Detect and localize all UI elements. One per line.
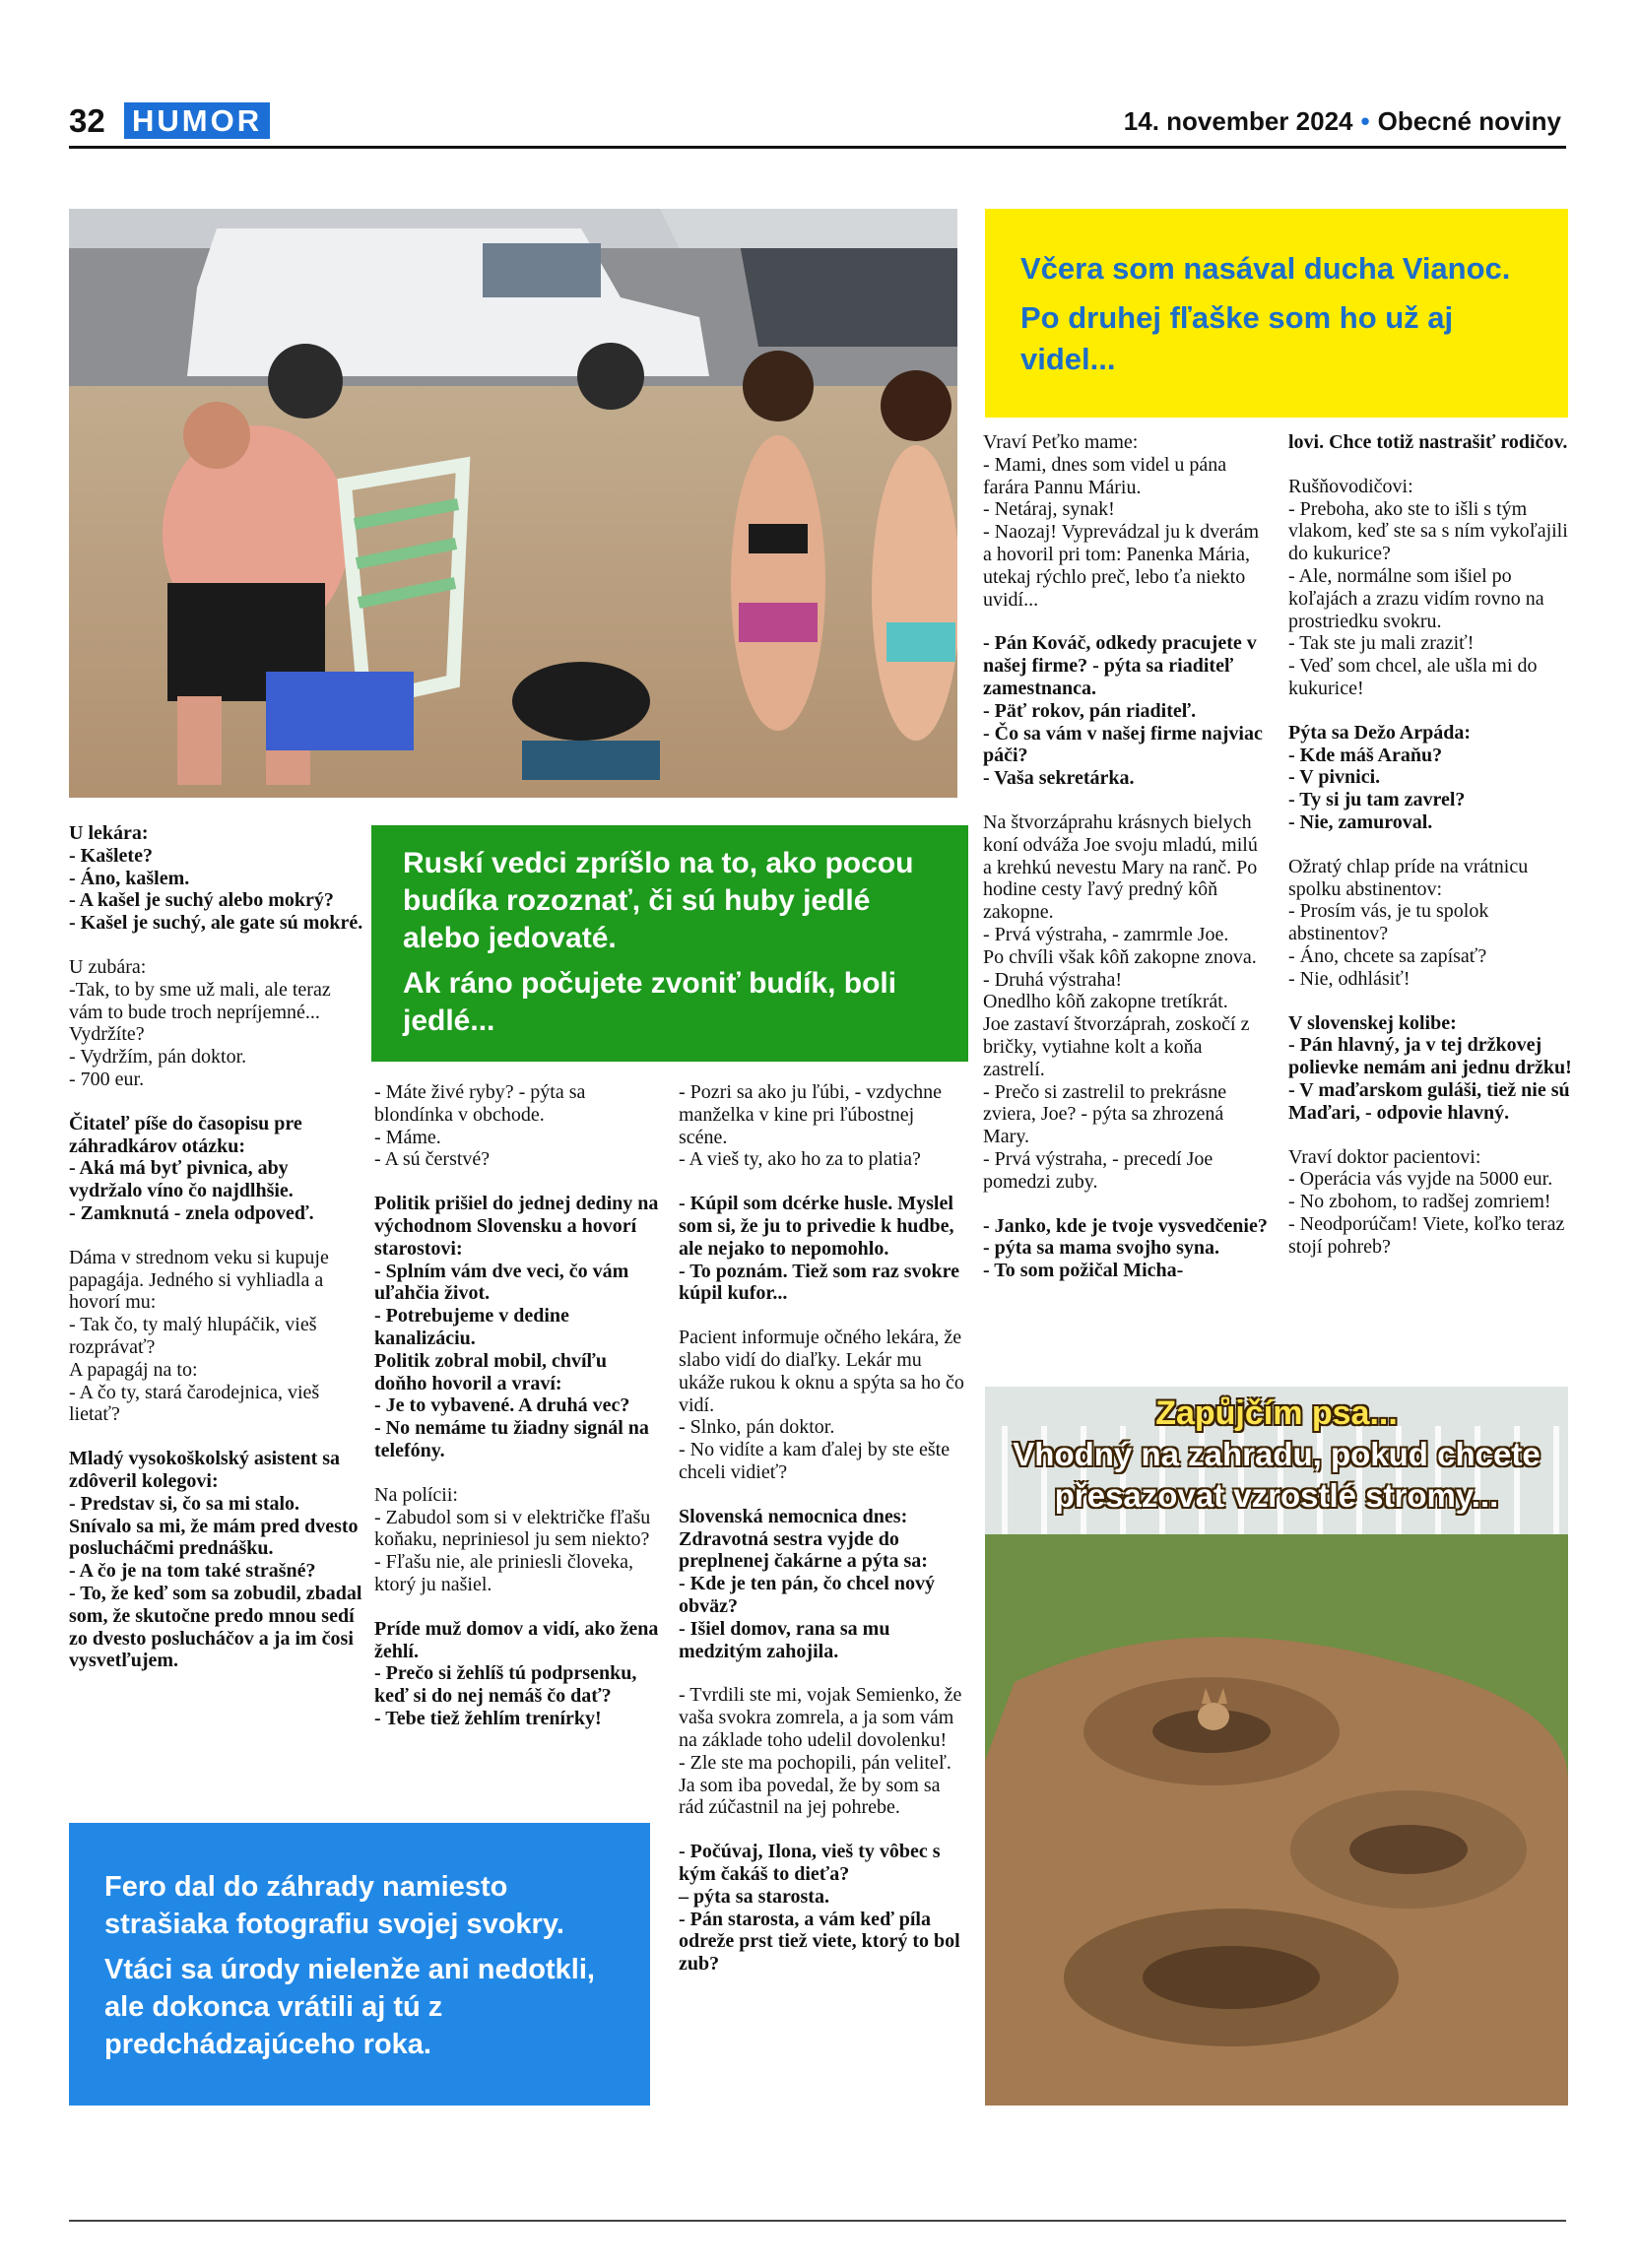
joke <box>679 1841 964 1976</box>
joke-line: - Neodporúčam! Viete, koľko teraz stojí pohreb? <box>1288 1212 1565 1258</box>
joke-line: - A vieš ty, ako ho za to platia? <box>679 1148 921 1171</box>
joke-line: Onedlho kôň zakopne tretíkrát. <box>983 991 1228 1013</box>
caption-line: Vhodný na zahradu, pokud chcete <box>1013 1436 1541 1472</box>
joke-line: - Máte živé ryby? - pýta sa blondínka v obchode. <box>374 1081 586 1126</box>
joke-heading: V slovenskej kolibe: <box>1288 1011 1457 1034</box>
joke-line: - A sú čerstvé? <box>374 1148 491 1171</box>
joke-line: - Kašlete? <box>69 844 153 867</box>
joke-line: - Pán starosta, a vám keď píla odreže prst tiež viete, ktorý to bol zub? <box>679 1908 960 1976</box>
header-rule <box>69 146 1566 149</box>
joke-line: - V maďarskom guláši, tiež nie sú Maďari, - odpovie hlavný. <box>1288 1078 1570 1124</box>
joke-line: - Zle ste ma pochopili, pán veliteľ. Ja som iba povedal, že by som sa rád zúčastnil na jej pohrebe. <box>679 1751 951 1819</box>
joke-line: Zdravotná sestra vyjde do preplnenej čakárne a pýta sa: <box>679 1527 928 1573</box>
joke-heading: U zubára: <box>69 955 147 978</box>
joke-box-yellow <box>985 209 1568 418</box>
joke-box-line: Včera som nasával ducha Vianoc. <box>1020 251 1511 286</box>
joke-heading: Vraví doktor pacientovi: <box>1288 1145 1481 1168</box>
joke-line: - Splním vám dve veci, čo vám uľahčia život. <box>374 1260 629 1305</box>
joke-line: – pýta sa starosta. <box>679 1885 829 1908</box>
joke-line: - Nie, odhlásiť! <box>1288 967 1410 990</box>
joke <box>983 1215 1269 1282</box>
joke-line: - Fľašu nie, ale priniesli človeka, ktorý ju našiel. <box>374 1551 634 1595</box>
joke-line: - To poznám. Tiež som raz svokre kúpil kufor... <box>679 1260 960 1305</box>
joke-line: lovi. Chce totiž nastrašiť rodičov. <box>1288 431 1568 453</box>
joke-line: - Čo sa vám v našej firme najviac páči? <box>983 722 1263 767</box>
page-number: 32 <box>69 102 105 139</box>
joke-heading: Pýta sa Dežo Arpáda: <box>1288 721 1471 744</box>
joke <box>374 1193 660 1462</box>
jokes-column-2 <box>374 1081 660 1752</box>
dog-digging-photo <box>985 1387 1568 2106</box>
joke <box>69 956 364 1091</box>
section-label: HUMOR <box>124 102 270 139</box>
joke-box-line: Fero dal do záhrady namiesto strašiaka fotografiu svojej svokry. <box>104 1871 564 1940</box>
joke-line: - V pivnici. <box>1288 766 1381 789</box>
joke-line: - Kde je ten pán, čo chcel nový obväz? <box>679 1573 935 1617</box>
joke <box>69 822 364 935</box>
joke-line: - Operácia vás vyjde na 5000 eur. <box>1288 1168 1553 1191</box>
publication-name: Obecné noviny <box>1377 106 1561 136</box>
joke-line: - Preboha, ako ste to išli s tým vlakom, keď ste sa s ním vykoľajili do kukurice? <box>1288 497 1568 565</box>
joke-line: - A kašel je suchý alebo mokrý? <box>69 889 334 912</box>
joke <box>983 431 1269 611</box>
joke-line: - Prvá výstraha, - zamrmle Joe. <box>983 923 1229 945</box>
joke <box>679 1193 964 1305</box>
joke-line: - A čo je na tom také strašné? <box>69 1560 316 1583</box>
joke-line: - Druhá výstraha! <box>983 968 1123 991</box>
joke-line: - No vidíte a kam ďalej by ste ešte chceli vidieť? <box>679 1439 951 1483</box>
joke-line: - Kúpil som dcérke husle. Myslel som si, že ju to privedie k hudbe, ale nejako to nepomohlo. <box>679 1193 954 1260</box>
joke-line: - A čo ty, stará čarodejnica, vieš lietať? <box>69 1381 320 1426</box>
joke <box>983 811 1269 1194</box>
joke-heading: Vraví Peťko mame: <box>983 431 1139 453</box>
joke-line: - Potrebujeme v dedine kanalizáciu. <box>374 1305 569 1349</box>
joke-heading: Mladý vysokoškolský asistent sa zdôveril kolegovi: <box>69 1448 341 1492</box>
dog-photo-caption <box>985 1393 1568 1517</box>
joke-line: - Kde máš Araňu? <box>1288 744 1443 766</box>
joke-line: - Slnko, pán doktor. <box>679 1416 835 1439</box>
joke-heading: U lekára: <box>69 822 149 844</box>
joke-heading: Pacient informuje očného lekára, že slabo vidí do diaľky. Lekár mu ukáže rukou k oknu a spýta sa ho čo vidí. <box>679 1327 964 1416</box>
footer-rule <box>69 2220 1566 2222</box>
joke-line: - Veď som chcel, ale ušla mi do kukurice! <box>1288 655 1538 699</box>
joke-line: A papagáj na to: <box>69 1358 198 1381</box>
joke-line: - Mami, dnes som videl u pána farára Pannu Máriu. <box>983 453 1227 498</box>
joke-heading: Čitateľ píše do časopisu pre záhradkárov otázku: <box>69 1112 302 1157</box>
joke-heading: Dáma v strednom veku si kupuje papagája. Jedného si vyhliadla a hovorí mu: <box>69 1246 329 1314</box>
joke <box>69 1448 364 1672</box>
joke <box>1288 1146 1574 1259</box>
joke-box-blue <box>69 1823 650 2106</box>
separator-dot: • <box>1360 106 1370 136</box>
joke-line: - Počúvaj, Ilona, vieš ty vôbec s kým čakáš to dieťa? <box>679 1841 941 1885</box>
joke <box>983 632 1269 790</box>
joke <box>69 1113 364 1225</box>
joke-line: - Ale, normálne som išiel po koľajách a zrazu vidím rovno na prostriedku svokru. <box>1288 564 1544 632</box>
joke-line: - Pán hlavný, ja v tej držkovej polievke nemám ani jednu držku! <box>1288 1034 1572 1079</box>
joke-line: - No zbohom, to radšej zomriem! <box>1288 1191 1551 1213</box>
joke-heading: Slovenská nemocnica dnes: <box>679 1505 908 1527</box>
joke-line: - Prečo si zastrelil to prekrásne zviera, Joe? - pýta sa zhrozená Mary. <box>983 1080 1227 1148</box>
joke-line: Politik zobral mobil, chvíľu doňho hovoril a vraví: <box>374 1349 608 1394</box>
joke-heading: Ožratý chlap príde na vrátnicu spolku abstinentov: <box>1288 855 1529 900</box>
beach-photo <box>69 209 957 798</box>
joke-line: - Vydržím, pán doktor. <box>69 1046 247 1069</box>
joke-line: - Pán Kováč, odkedy pracujete v našej firme? - pýta sa riaditeľ zamestnanca. <box>983 632 1257 699</box>
joke-line: - Prečo si žehlíš tú podprsenku, keď si do nej nemáš čo dať? <box>374 1662 637 1708</box>
joke-line: - Prvá výstraha, - precedí Joe pomedzi zuby. <box>983 1147 1214 1193</box>
joke-line: - Máme. <box>374 1126 441 1148</box>
joke-line: - Tebe tiež žehlím trenírky! <box>374 1707 602 1729</box>
joke-line: - Predstav si, čo sa mi stalo. Snívalo sa mi, že mám pred dvesto poslucháčmi prednášku. <box>69 1492 359 1560</box>
joke <box>374 1618 660 1730</box>
joke <box>1288 1012 1574 1125</box>
joke-heading: Politik prišiel do jednej dediny na východnom Slovensku a hovorí starostovi: <box>374 1193 659 1260</box>
joke-box-green <box>371 825 968 1062</box>
joke-line: Po chvíli však kôň zakopne znova. <box>983 945 1257 968</box>
issue-date: 14. november 2024 <box>1123 106 1353 136</box>
joke-box-line: Ruskí vedci zpríšlo na to, ako pocou budíka rozoznať, či sú huby jedlé alebo jedovaté. <box>403 847 914 954</box>
joke-line: - To som požičal Micha- <box>983 1260 1184 1282</box>
joke <box>679 1081 964 1171</box>
joke-box-line: Ak ráno počujete zvoniť budík, boli jedlé... <box>403 967 897 1037</box>
joke <box>1288 856 1574 991</box>
joke-line: - Tak čo, ty malý hlupáčik, vieš rozprávať? <box>69 1314 317 1358</box>
joke-box-line: Po druhej fľaške som ho už aj videl... <box>1020 300 1454 376</box>
joke <box>374 1081 660 1171</box>
joke-line: - Nie, zamuroval. <box>1288 810 1433 833</box>
joke-line: - Tak ste ju mali zraziť! <box>1288 632 1475 655</box>
joke-line: - Vaša sekretárka. <box>983 767 1135 790</box>
joke-line: - Ty si ju tam zavrel? <box>1288 789 1466 811</box>
joke <box>69 1247 364 1426</box>
joke-line: - Naozaj! Vyprevádzal ju k dverám a hovoril pri tom: Panenka Mária, utekaj rýchlo preč, lebo ťa niekto uvidí... <box>983 521 1260 611</box>
joke-line: - Prosím vás, je tu spolok abstinentov? <box>1288 900 1489 945</box>
joke-line: - Netáraj, synak! <box>983 498 1115 521</box>
caption-line: Zapůjčím psa... <box>1155 1394 1398 1432</box>
joke-line: - Zabudol som si v električke fľašu koňaku, nepriniesol ju sem niekto? <box>374 1506 651 1551</box>
joke <box>1288 431 1574 454</box>
caption-line: přesazovat vzrostlé stromy... <box>1054 1477 1499 1514</box>
joke-heading: Na polícii: <box>374 1483 458 1506</box>
joke-line: Joe zastaví štvorzáprah, zoskočí z bričky, vytiahne kolt a koňa zastrelí. <box>983 1013 1250 1080</box>
joke-line: - 700 eur. <box>69 1068 145 1090</box>
joke <box>679 1327 964 1484</box>
joke-heading: Na štvorzáprahu krásnych bielych koní odváža Joe svoju mladú, milú a krehkú nevestu Mary na ranč. Po hodine cesty ľavý predný kôň zakopne. <box>983 810 1258 924</box>
joke <box>679 1684 964 1819</box>
joke-line: -Tak, to by sme už mali, ale teraz vám to bude troch nepríjemné... Vydržíte? <box>69 978 331 1046</box>
joke-line: - Päť rokov, pán riaditeľ. <box>983 699 1197 722</box>
joke-line: - No nemáme tu žiadny signál na telefóny. <box>374 1417 649 1461</box>
joke-line: - Išiel domov, rana sa mu medzitým zahojila. <box>679 1617 890 1662</box>
joke-line: - Áno, chcete sa zapísať? <box>1288 944 1487 967</box>
header-dateline <box>1124 106 1561 137</box>
joke <box>1288 722 1574 834</box>
joke-line: - Janko, kde je tvoje vysvedčenie? - pýta sa mama svojho syna. <box>983 1214 1268 1260</box>
joke <box>1288 476 1574 700</box>
jokes-column-1 <box>69 822 364 1694</box>
joke <box>679 1506 964 1663</box>
joke-line: - Kašel je suchý, ale gate sú mokré. <box>69 912 363 935</box>
joke-line: - Pozri sa ako ju ľúbi, - vzdychne manželka v kine pri ľúbostnej scéne. <box>679 1081 942 1148</box>
joke-heading: Rušňovodičovi: <box>1288 475 1413 497</box>
joke-line: - Tvrdili ste mi, vojak Semienko, že vaša svokra zomrela, a ja som vám na základe toho udelil dovolenku! <box>679 1684 962 1751</box>
jokes-column-3 <box>679 1081 964 1997</box>
joke-line: - Je to vybavené. A druhá vec? <box>374 1394 630 1417</box>
joke-line: - Áno, kašlem. <box>69 867 190 889</box>
jokes-column-5 <box>1288 431 1574 1280</box>
jokes-column-4 <box>983 431 1269 1304</box>
joke-heading: Príde muž domov a vidí, ako žena žehlí. <box>374 1617 659 1662</box>
joke-line: - Aká má byť pivnica, aby vydržalo víno čo najdlhšie. <box>69 1157 294 1202</box>
joke-line: - Zamknutá - znela odpoveď. <box>69 1201 314 1224</box>
joke <box>374 1484 660 1596</box>
joke-box-line: Vtáci sa úrody nielenže ani nedotkli, ale dokonca vrátili aj tú z predchádzajúceho roka. <box>104 1954 595 2060</box>
joke-line: - To, že keď som sa zobudil, zbadal som, že skutočne predo mnou sedí zo dvesto poslucháčov a ja im čosi vysvetľujem. <box>69 1582 362 1672</box>
